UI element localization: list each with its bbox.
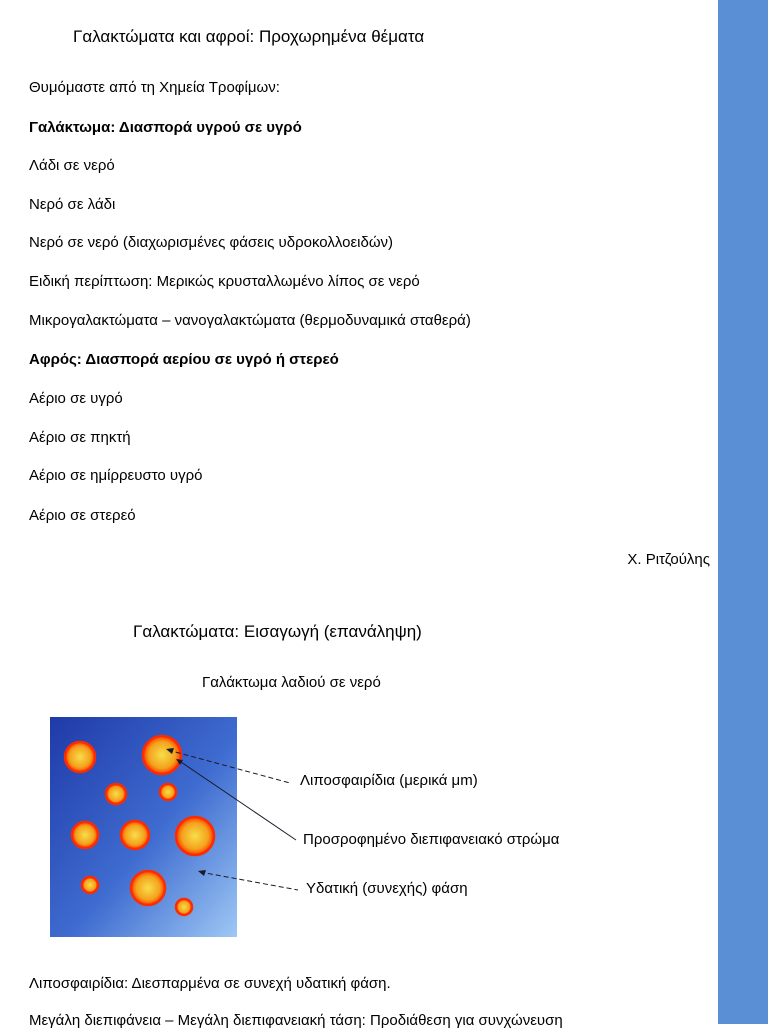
oil-droplet <box>65 742 95 772</box>
list-item: Ειδική περίπτωση: Μερικώς κρυσταλλωμένο λίπος σε νερό <box>29 273 420 290</box>
oil-droplet <box>82 877 98 893</box>
oil-droplet <box>160 784 176 800</box>
emulsion-diagram <box>0 700 718 950</box>
list-item: Λάδι σε νερό <box>29 157 115 174</box>
oil-droplet <box>131 871 165 905</box>
intro-text: Θυμόμαστε από τη Χημεία Τροφίμων: <box>29 79 280 96</box>
list-item: Μικρογαλακτώματα – νανογαλακτώματα (θερμοδυναμικά σταθερά) <box>29 312 471 329</box>
oil-droplet <box>72 822 98 848</box>
foam-heading: Αφρός: Διασπορά αερίου σε υγρό ή στερεό <box>29 351 339 368</box>
oil-droplet <box>121 821 149 849</box>
interface-label: Προσροφημένο διεπιφανειακό στρώμα <box>303 831 560 848</box>
list-item: Νερό σε λάδι <box>29 196 116 213</box>
oil-droplet <box>106 784 126 804</box>
diagram-subtitle: Γαλάκτωμα λαδιού σε νερό <box>202 674 381 691</box>
list-item: Αέριο σε πηκτή <box>29 429 131 446</box>
list-item: Αέριο σε στερεό <box>29 507 136 524</box>
body-text: Λιποσφαιρίδια: Διεσπαρμένα σε συνεχή υδατική φάση. <box>29 975 391 992</box>
aqueous-label: Υδατική (συνεχής) φάση <box>306 880 468 897</box>
list-item: Αέριο σε υγρό <box>29 390 123 407</box>
section-title: Γαλακτώματα: Εισαγωγή (επανάληψη) <box>133 622 422 641</box>
list-item: Αέριο σε ημίρρευστο υγρό <box>29 467 203 484</box>
oil-droplet <box>143 736 181 774</box>
emulsion-heading: Γαλάκτωμα: Διασπορά υγρού σε υγρό <box>29 119 302 136</box>
droplets-label: Λιποσφαιρίδια (μερικά μm) <box>300 772 478 789</box>
side-bar <box>718 0 768 1024</box>
author: Χ. Ριτζούλης <box>627 551 710 568</box>
oil-droplet <box>176 899 192 915</box>
page-title: Γαλακτώματα και αφροί: Προχωρημένα θέματα <box>73 27 425 46</box>
emulsion-diagram-svg <box>0 700 718 950</box>
body-text: Μεγάλη διεπιφάνεια – Μεγάλη διεπιφανειακή τάση: Προδιάθεση για συνχώνευση <box>29 1012 563 1029</box>
list-item: Νερό σε νερό (διαχωρισμένες φάσεις υδροκολλοειδών) <box>29 234 394 251</box>
oil-droplet <box>176 817 214 855</box>
